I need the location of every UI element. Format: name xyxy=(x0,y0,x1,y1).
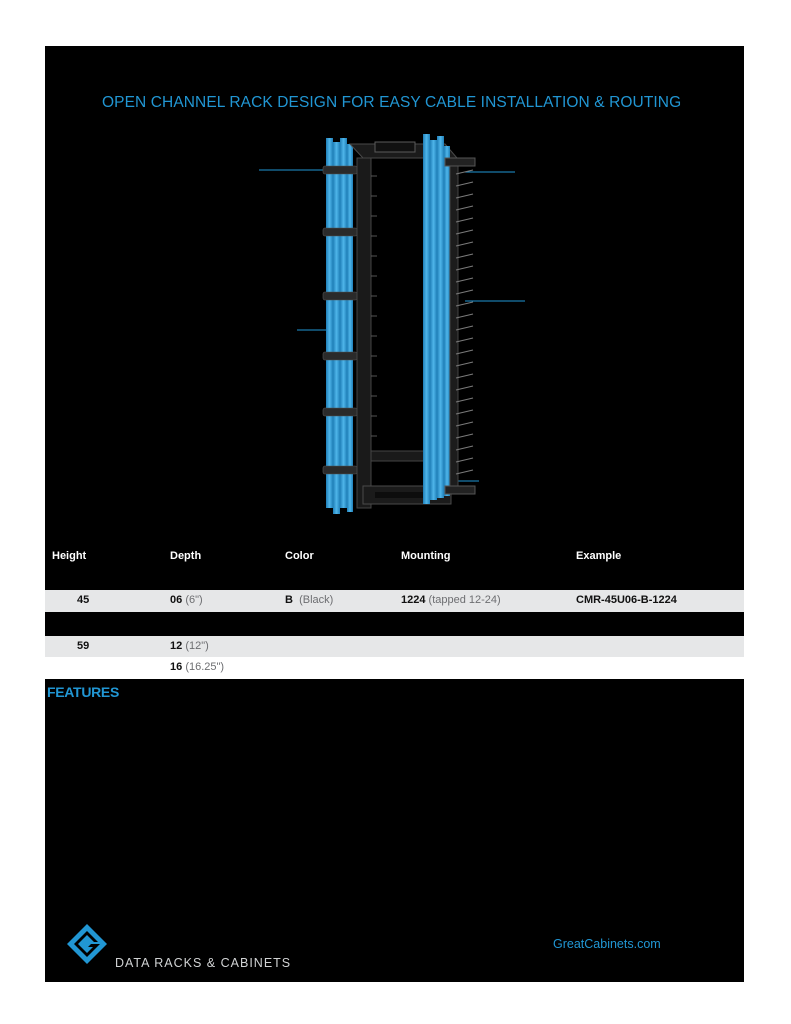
height-value: 59 xyxy=(77,640,90,652)
features-heading: FEATURES xyxy=(47,684,120,700)
depth-note: (6") xyxy=(185,594,203,606)
depth-code: 06 xyxy=(170,594,183,606)
spec-table-header xyxy=(45,550,744,570)
header-color: Color xyxy=(285,550,314,562)
left-cable-bundle xyxy=(326,138,353,514)
right-cable-bundle xyxy=(423,134,450,504)
color-note: (Black) xyxy=(299,594,334,606)
spec-row-depth-16 xyxy=(45,657,744,679)
rack-ladder-teeth xyxy=(371,176,377,436)
datasheet-page xyxy=(45,46,744,982)
brand-tagline: DATA RACKS & CABINETS xyxy=(115,956,292,970)
header-height: Height xyxy=(52,550,87,562)
rack-product-image xyxy=(45,46,744,526)
right-cable-manager xyxy=(445,158,475,494)
depth-note: (12") xyxy=(185,640,209,652)
spec-row-59 xyxy=(45,636,744,658)
mounting-note: (tapped 12-24) xyxy=(428,594,501,606)
example-part-number: CMR-45U06-B-1224 xyxy=(576,594,677,606)
headline: OPEN CHANNEL RACK DESIGN FOR EASY CABLE INSTALLATION & ROUTING xyxy=(102,94,682,111)
website-link[interactable]: GreatCabinets.com xyxy=(553,937,661,951)
spec-row-45 xyxy=(45,590,744,612)
mounting-code: 1224 xyxy=(401,594,426,606)
depth-code: 16 xyxy=(170,661,183,673)
brand-logo-icon xyxy=(67,924,107,964)
depth-code: 12 xyxy=(170,640,183,652)
height-value: 45 xyxy=(77,594,90,606)
header-depth: Depth xyxy=(170,550,202,562)
depth-note: (16.25") xyxy=(185,661,225,673)
header-example: Example xyxy=(576,550,622,562)
header-mounting: Mounting xyxy=(401,550,451,562)
color-code: B xyxy=(285,594,293,606)
